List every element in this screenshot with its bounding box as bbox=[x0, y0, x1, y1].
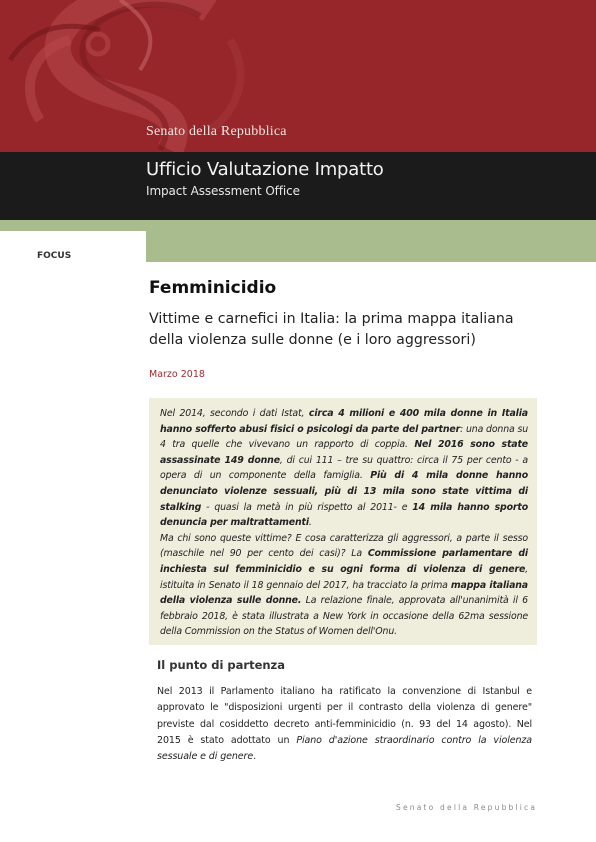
office-title: Ufficio Valutazione Impatto bbox=[146, 159, 384, 180]
section-heading: Il punto di partenza bbox=[157, 658, 286, 672]
office-subtitle: Impact Assessment Office bbox=[146, 184, 300, 198]
page-footer: Senato della Repubblica bbox=[396, 803, 538, 812]
publication-date: Marzo 2018 bbox=[149, 369, 205, 380]
header-banner bbox=[0, 0, 596, 152]
document-subtitle: Vittime e carnefici in Italia: la prima mappa italiana della violenza sulle donne (e i loro aggressori) bbox=[149, 311, 514, 348]
document-title: Femminicidio bbox=[149, 278, 277, 298]
body-paragraph: Nel 2013 il Parlamento italiano ha ratificato la convenzione di Istanbul e approvato le "disposizioni urgenti per il contrasto della violenza di genere" previste dal cosiddetto decreto anti-femminicidio (n. 93 del 14 agosto). Nel 2015 è stato adottato un Piano d'azione straordinario contro la violenza sessuale e di genere. bbox=[157, 686, 533, 763]
institution-name: Senato della Repubblica bbox=[146, 124, 287, 139]
section-tag: FOCUS bbox=[37, 251, 72, 261]
section-tab bbox=[0, 231, 146, 262]
summary-text: Nel 2014, secondo i dati Istat, circa 4 milioni e 400 mila donne in Italia hanno sofferto abusi fisici o psicologi da parte del partner: una donna su 4 tra quelle che vivevano un rapporto di coppia. Nel 2016 sono state assassinate 149 donne, di cui 111 – tre su quattro: circa il 75 per cento - a opera di un componente della famiglia. Più di 4 mila donne hanno denunciato violenze sessuali, più di 13 mila sono state vittima di stalking - quasi la metà in più rispetto al 2011- e 14 mila hanno sporto denuncia per maltrattamenti. Ma chi sono queste vittime? E cosa caratterizza gli aggressori, a parte il sesso (maschile nel 90 per cento dei casi)? La Commissione parlamentare di inchiesta sul femminicidio e su ogni forma di violenza di genere, istituita in Senato il 18 gennaio del 2017, ha tracciato la prima mappa italiana della violenza sulle donne. La relazione finale, approvata all'unanimità il 6 febbraio 2018, è stata illustrata a New York in occasione della 62ma sessione della Commission on the Status of Women dell'Onu. bbox=[160, 408, 529, 638]
